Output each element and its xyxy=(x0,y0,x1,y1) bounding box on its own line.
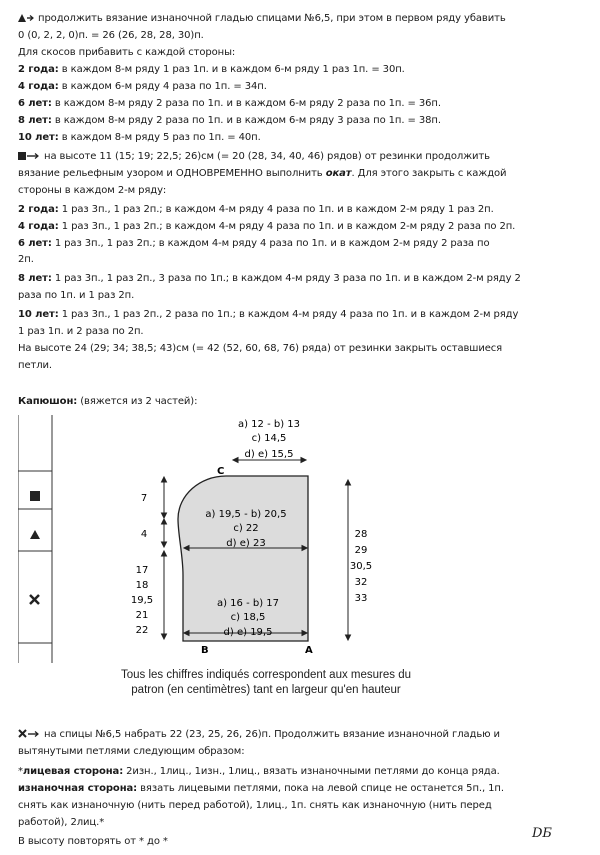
line-b2-r8 xyxy=(18,273,521,285)
b2-text-2a: вязание рельефным узором и ОДНОВРЕМЕННО выполнить xyxy=(18,168,326,179)
age-label: 10 лет: xyxy=(18,309,59,320)
line-b3-7: В высоту повторять от * до * xyxy=(18,836,168,847)
triangle-icon xyxy=(30,530,40,539)
star-marker: * xyxy=(18,766,23,777)
left-dim-7: 7 xyxy=(140,493,148,504)
left-dim-value: 22 xyxy=(135,625,149,636)
left-dim-value: 18 xyxy=(135,580,149,591)
line-b2-2 xyxy=(18,168,506,180)
line-b1-row-4 xyxy=(18,81,267,93)
left-dim-value: 19,5 xyxy=(130,595,154,606)
signature: DБ xyxy=(532,826,552,841)
diagram-caption xyxy=(0,668,532,698)
line-b1-row-8 xyxy=(18,115,441,127)
age-label: 8 лет: xyxy=(18,115,52,126)
dim-top-1: a) 12 - b) 13 xyxy=(237,419,301,430)
line-b2-r10 xyxy=(18,309,518,321)
line-b1-row-10 xyxy=(18,132,261,144)
age-label: 6 лет: xyxy=(18,98,52,109)
age-label: 6 лет: xyxy=(18,238,52,249)
b2-text-2b: окат xyxy=(325,168,352,179)
line-b2-end1: На высоте 24 (29; 34; 38,5; 43)см (= 42 (52, 60, 68, 76) ряда) от резинки закрыть оставшиеся xyxy=(18,343,503,354)
right-dim-value: 33 xyxy=(354,593,368,604)
line-b3-5: снять как изнаночную (нить перед работой), 1лиц., 1п. снять как изнаночную (нить перед xyxy=(18,800,492,811)
row-text: 1 раз 3п., 1 раз 2п.; в каждом 4-м ряду 4 раза по 1п. и в каждом 2-м ряду 2 раза по 2п. xyxy=(61,221,516,232)
row-text: 1 раз 3п., 1 раз 2п., 2 раза по 1п.; в каждом 4-м ряду 4 раза по 1п. и в каждом 2-м ряду xyxy=(61,309,519,320)
line-b2-1 xyxy=(18,151,490,163)
dim-low-3: d) e) 19,5 xyxy=(223,627,273,638)
line-b3-2: вытянутыми петлями следующим образом: xyxy=(18,746,245,757)
row-text: 1 раз 3п., 1 раз 2п.; в каждом 4-м ряду 4 раза по 1п. и в каждом 2-м ряду 2 раза по xyxy=(54,238,490,249)
line-b2-r4 xyxy=(18,221,515,233)
age-label: 2 года: xyxy=(18,64,59,75)
square-icon xyxy=(30,491,40,501)
age-label: 4 года: xyxy=(18,81,59,92)
line-b3-4 xyxy=(18,783,504,795)
b1-text-1: продолжить вязание изнаночной гладью спицами №6,5, при этом в первом ряду убавить xyxy=(38,13,506,24)
row-text: в каждом 6-м ряду 4 раза по 1п. = 34п. xyxy=(61,81,267,92)
cross-arrow-icon xyxy=(18,729,40,739)
point-b-label: B xyxy=(201,645,209,656)
row-text: 1 раз 3п., 1 раз 2п., 3 раза по 1п.; в каждом 4-м ряду 3 раза по 1п. и в каждом 2-м ряду 2 xyxy=(54,273,521,284)
line-b1-1 xyxy=(18,13,506,25)
line-b1-3: Для скосов прибавить с каждой стороны: xyxy=(18,47,236,58)
line-b2-r2 xyxy=(18,204,494,216)
row-text: в каждом 8-м ряду 2 раза по 1п. и в каждом 6-м ряду 3 раза по 1п. = 38п. xyxy=(54,115,441,126)
dim-top-3: d) e) 15,5 xyxy=(244,449,294,460)
b3-text-1: на спицы №6,5 набрать 22 (23, 25, 26, 26)п. Продолжить вязание изнаночной гладью и xyxy=(44,729,500,740)
b3-text-4: вязать лицевыми петлями, пока на левой спице не останется 5п., 1п. xyxy=(137,783,504,794)
row-text: 1 раз 3п., 1 раз 2п.; в каждом 4-м ряду 4 раза по 1п. и в каждом 2-м ряду 1 раз 2п. xyxy=(61,204,494,215)
back-side-label: изнаночная сторона: xyxy=(18,783,138,794)
face-side-label: лицевая сторона: xyxy=(22,766,124,777)
line-b2-r8b: раза по 1п. и 1 раз 2п. xyxy=(18,290,135,301)
age-label: 4 года: xyxy=(18,221,59,232)
row-text: в каждом 8-м ряду 1 раз 1п. и в каждом 6-м ряду 1 раз 1п. = 30п. xyxy=(61,64,405,75)
dim-mid-2: c) 22 xyxy=(233,523,259,534)
dim-low-1: a) 16 - b) 17 xyxy=(216,598,280,609)
line-b3-1 xyxy=(18,729,500,741)
b2-text-2c: . Для этого закрыть с каждой xyxy=(351,168,507,179)
line-b2-3: стороны в каждом 2-м ряду: xyxy=(18,185,167,196)
square-arrow-icon xyxy=(18,151,40,161)
left-dim-value: 17 xyxy=(135,565,149,576)
right-dim-value: 28 xyxy=(354,529,368,540)
age-label: 10 лет: xyxy=(18,132,59,143)
legend-column xyxy=(18,415,52,663)
right-dim-value: 32 xyxy=(354,577,368,588)
dim-mid-1: a) 19,5 - b) 20,5 xyxy=(205,509,287,520)
line-b1-row-6 xyxy=(18,98,441,110)
cross-icon xyxy=(30,595,39,604)
line-b3-6: работой), 2лиц.* xyxy=(18,817,105,828)
hood-diagram xyxy=(18,415,458,663)
dim-mid-3: d) e) 23 xyxy=(226,538,266,549)
point-a-label: A xyxy=(305,645,313,656)
right-dim-value: 30,5 xyxy=(349,561,373,572)
left-dim-value: 21 xyxy=(135,610,149,621)
row-text: в каждом 8-м ряду 2 раза по 1п. и в каждом 6-м ряду 2 раза по 1п. = 36п. xyxy=(54,98,441,109)
hood-subtitle: (вяжется из 2 частей): xyxy=(77,396,198,407)
b3-text-3: 2изн., 1лиц., 1изн., 1лиц., вязать изнаночными петлями до конца ряда. xyxy=(123,766,500,777)
caption-line-1: Tous les chiffres indiqués correspondent aux mesures du xyxy=(120,669,411,681)
left-dim-4: 4 xyxy=(140,529,148,540)
line-b1-row-2 xyxy=(18,64,405,76)
line-b2-r10b: 1 раз 1п. и 2 раза по 2п. xyxy=(18,326,144,337)
line-b2-end2: петли. xyxy=(18,360,52,371)
caption-line-2: patron (en centimètres) tant en largeur qu'en hauteur xyxy=(131,684,401,696)
line-b3-3 xyxy=(18,766,500,778)
age-label: 8 лет: xyxy=(18,273,52,284)
right-dim-value: 29 xyxy=(354,545,368,556)
row-text: в каждом 8-м ряду 5 раз по 1п. = 40п. xyxy=(61,132,261,143)
line-b2-r6b: 2п. xyxy=(18,254,34,265)
point-c-label: C xyxy=(217,466,225,477)
hood-title: Капюшон: xyxy=(18,396,78,407)
dim-top-2: c) 14,5 xyxy=(251,433,287,444)
hood-heading xyxy=(18,396,197,408)
dim-low-2: c) 18,5 xyxy=(230,612,266,623)
line-b2-r6 xyxy=(18,238,489,250)
triangle-arrow-icon xyxy=(18,14,34,22)
line-b1-2: 0 (0, 2, 2, 0)п. = 26 (26, 28, 28, 30)п. xyxy=(18,30,204,41)
age-label: 2 года: xyxy=(18,204,59,215)
b2-text-1: на высоте 11 (15; 19; 22,5; 26)см (= 20 (28, 34, 40, 46) рядов) от резинки продолжить xyxy=(44,151,490,162)
